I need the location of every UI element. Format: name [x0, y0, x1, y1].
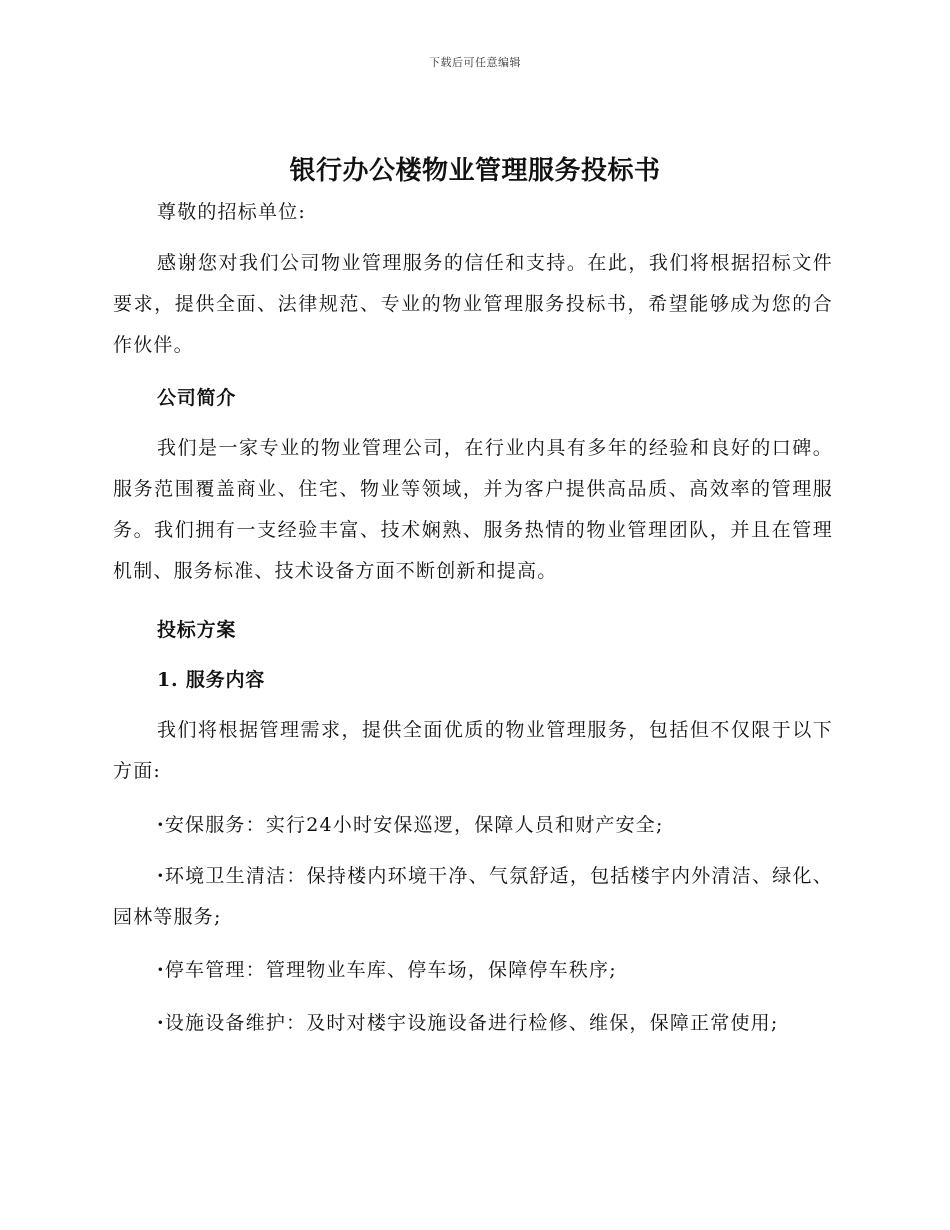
intro-paragraph: 感谢您对我们公司物业管理服务的信任和支持。在此，我们将根据招标文件要求，提供全面、法律规范、专业的物业管理服务投标书，希望能够成为您的合作伙伴。 [113, 252, 833, 356]
section-heading-service: 1. 服务内容 [157, 669, 266, 691]
bullet-text: 安保服务：实行24小时安保巡逻，保障人员和财产安全; [164, 814, 664, 836]
document-title: 银行办公楼物业管理服务投标书 [289, 156, 661, 186]
section-heading-company: 公司简介 [157, 387, 237, 409]
bullet-dot-icon: · [157, 814, 165, 836]
bullet-text: 设施设备维护：及时对楼宇设施设备进行检修、维保，保障正常使用; [164, 1012, 779, 1034]
bullet-text: 停车管理：管理物业车库、停车场，保障停车秩序; [164, 959, 617, 981]
bullet-dot-icon: · [157, 1012, 165, 1034]
bullet-item [113, 856, 833, 938]
bullet-item [113, 805, 833, 846]
company-paragraph: 我们是一家专业的物业管理公司，在行业内具有多年的经验和良好的口碑。服务范围覆盖商业、住宅、物业等领域，并为客户提供高品质、高效率的管理服务。我们拥有一支经验丰富、技术娴熟、服务热情的物业管理团队，并且在管理机制、服务标准、技术设备方面不断创新和提高。 [113, 437, 833, 582]
bullet-dot-icon: · [157, 865, 165, 887]
section-heading-plan: 投标方案 [157, 619, 237, 641]
bullet-item [113, 950, 833, 991]
salutation: 尊敬的招标单位: [157, 201, 307, 223]
header-note: 下载后可任意编辑 [429, 56, 521, 69]
service-paragraph: 我们将根据管理需求，提供全面优质的物业管理服务，包括但不仅限于以下方面: [113, 719, 833, 782]
bullet-item [113, 1003, 833, 1044]
bullet-text: 环境卫生清洁：保持楼内环境干净、气氛舒适，包括楼宇内外清洁、绿化、园林等服务; [113, 865, 833, 928]
bullet-dot-icon: · [157, 959, 165, 981]
